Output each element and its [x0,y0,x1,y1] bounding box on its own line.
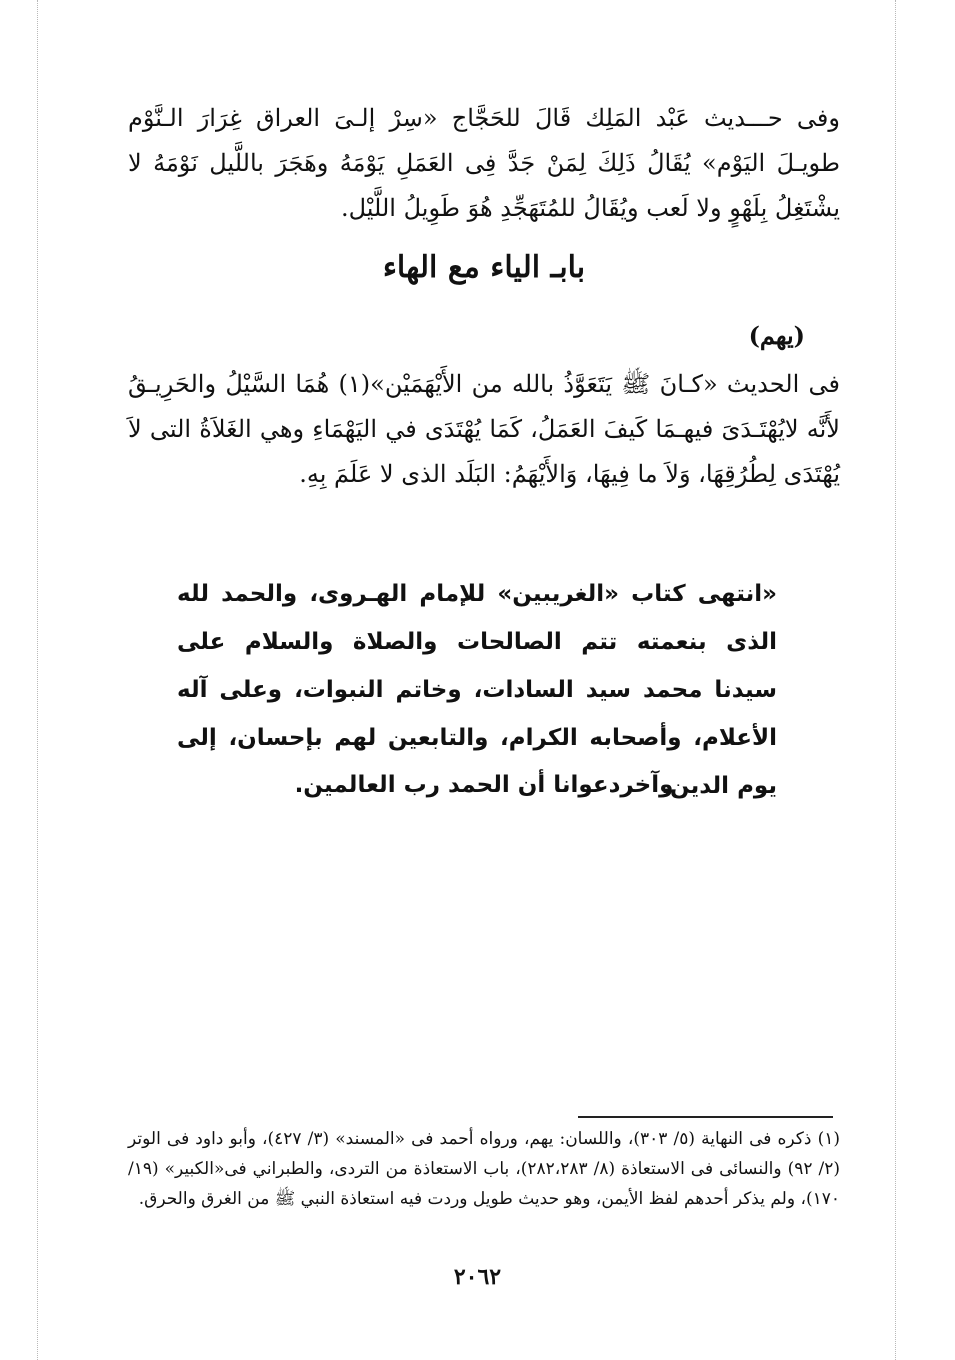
page-number: ٢٠٦٢ [453,1264,502,1290]
hadith-paragraph: فى الحديث «كـانَ ﷺ يَتَعَوَّذُ بالله من الأَيْهَمَيْن»(١) هُمَا السَّيْلُ والحَرِيـقُ لأَنَّه لايُهْتَـدَىَ فيهـمَا كَيفَ العَمَلُ، كَمَا يُهْتَدَى في اليَهْمَاءِ وهي الغَلاَةُ التى لاَ يُهْتَدَى لِطُرُقِهَا، وَلاَ ما فِيهَا، وَالأَيْهَمُ: البَلَد الذى لا عَلَمَ بِهِ. [128,370,841,488]
closing-line: وآخردعوانا أن الحمد رب العالمين. [294,772,674,798]
footnote-separator [578,1116,833,1118]
top-paragraph: وفى حـــديث عَبْد المَلِك قَالَ للحَجَّاج «سِرْ إلـىَ العراق غِرَارَ الـنَّوْم طويـلَ اليَوْم» يُقَالُ ذَلِكَ لِمَنْ جَدَّ فِى العَمَلِ يَوْمَهُ وهَجَرَ باللَّيل نَوْمَهُ لا يشْتَغِلُ بِلَهْوٍ ولا لَعب ويُقَالُ للمُتَهَجِّدِ هُوَ طَوِيلُ اللَّيْل. [128,104,840,222]
section-heading: بابـ الياء مع الهاء [382,250,586,285]
scan-guide-line [37,0,38,1360]
root-word-entry: (يهم) [748,321,805,350]
scan-guide-line [895,0,896,1360]
colophon-paragraph: «انتهى كتاب «الغريبين» للإمام الهـروى، والحمد لله الذى بنعمته تتم الصالحات والصلاة والسلام على سيدنا محمد سيد السادات، وخاتم النبوات، وعلى آله الأعلام، وأصحابه الكرام، والتابعين لهم بإحسان، إلى يوم الدين. [177,581,777,799]
footnote: (١) ذكره فى النهاية (٥/ ٣٠٣)، واللسان: يهم، ورواه أحمد فى «المسند» (٣/ ٤٢٧)، وأبو داود فى الوتر (٢/ ٩٢) والنسائى فى الاستعاذة (٨/ ٢٨٢،٢٨٣)، باب الاستعاذة من التردى، والطبراني فى«الكبير» (١٩/ ١٧٠)، ولم يذكر أحدهم لفظ الأيمن، وهو حديث طويل وردت فيه استعاذة النبي ﷺ من الغرق والحرق. [128,1129,840,1209]
